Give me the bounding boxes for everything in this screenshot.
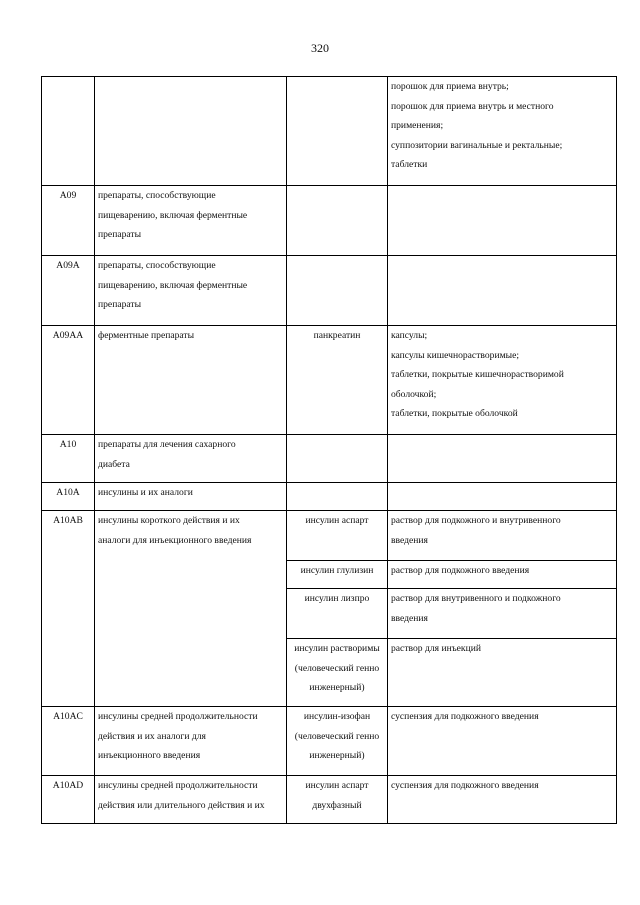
atc-code: A10AB bbox=[53, 515, 83, 526]
dosage-form-cell bbox=[388, 435, 617, 483]
dosage-form-line: капсулы кишечнорастворимые; bbox=[391, 349, 520, 361]
drug-name-cell bbox=[287, 707, 388, 776]
dosage-form-cell bbox=[388, 186, 617, 256]
atc-code-cell bbox=[42, 77, 95, 186]
group-name-cell bbox=[95, 776, 287, 824]
atc-code-cell bbox=[42, 483, 95, 511]
drug-name-line: (человеческий генно bbox=[294, 662, 380, 674]
drug-name-cell bbox=[287, 589, 388, 639]
dosage-form-line: раствор для инъекций bbox=[391, 643, 481, 654]
medication-table bbox=[41, 76, 617, 824]
dosage-form-cell bbox=[388, 639, 617, 707]
group-name-line: препараты bbox=[98, 299, 142, 310]
drug-name-cell bbox=[287, 483, 388, 511]
drug-name-line: инсулин аспарт bbox=[305, 515, 369, 526]
group-name-cell bbox=[95, 483, 287, 511]
dosage-form-cell bbox=[388, 589, 617, 639]
group-name-line: действия и их аналоги для bbox=[98, 730, 206, 742]
atc-code-cell bbox=[42, 326, 95, 435]
atc-code: A10AD bbox=[52, 780, 84, 791]
dosage-form-line: оболочкой; bbox=[391, 388, 437, 400]
dosage-form-line: суспензия для подкожного введения bbox=[391, 780, 539, 791]
group-name-line: инсулины средней продолжительности bbox=[98, 711, 258, 722]
group-name-line: инсулины средней продолжительности bbox=[98, 780, 258, 791]
dosage-form-line: таблетки bbox=[391, 159, 428, 170]
drug-name-cell bbox=[287, 511, 388, 561]
table-row bbox=[42, 77, 617, 186]
dosage-form-cell bbox=[388, 511, 617, 561]
drug-name-cell bbox=[287, 435, 388, 483]
table-row bbox=[42, 326, 617, 435]
drug-name-cell bbox=[287, 639, 388, 707]
group-name-line: ферментные препараты bbox=[98, 330, 195, 341]
group-name-cell bbox=[95, 186, 287, 256]
dosage-form-cell bbox=[388, 256, 617, 326]
table-row bbox=[42, 511, 617, 561]
dosage-form-cell bbox=[388, 776, 617, 824]
drug-name-line: панкреатин bbox=[313, 330, 361, 341]
drug-name-cell bbox=[287, 561, 388, 589]
dosage-form-line: введения bbox=[391, 612, 428, 624]
group-name-line: пищеварению, включая ферментные bbox=[98, 209, 248, 221]
drug-name-cell bbox=[287, 186, 388, 256]
table-row bbox=[42, 707, 617, 776]
group-name-line: пищеварению, включая ферментные bbox=[98, 279, 248, 291]
drug-name-line: инсулин аспарт bbox=[305, 780, 369, 791]
table-row bbox=[42, 435, 617, 483]
dosage-form-cell bbox=[388, 561, 617, 589]
dosage-form-line: капсулы; bbox=[391, 330, 428, 341]
table-row bbox=[42, 483, 617, 511]
group-name-cell bbox=[95, 435, 287, 483]
dosage-form-line: раствор для внутривенного и подкожного bbox=[391, 593, 561, 604]
dosage-form-line: суппозитории вагинальные и ректальные; bbox=[391, 139, 563, 151]
dosage-form-line: суспензия для подкожного введения bbox=[391, 711, 539, 722]
drug-name-line: инсулин растворимы bbox=[294, 643, 380, 654]
page-number: 320 bbox=[311, 41, 329, 55]
atc-code-cell bbox=[42, 511, 95, 707]
group-name-line: аналоги для инъекционного введения bbox=[98, 534, 252, 546]
atc-code: A10A bbox=[56, 487, 80, 498]
dosage-form-cell bbox=[388, 326, 617, 435]
group-name-cell bbox=[95, 326, 287, 435]
group-name-line: инсулины и их аналоги bbox=[98, 487, 193, 498]
dosage-form-cell bbox=[388, 483, 617, 511]
group-name-line: инсулины короткого действия и их bbox=[98, 515, 240, 526]
table-row bbox=[42, 186, 617, 256]
atc-code: A09AA bbox=[52, 330, 84, 341]
atc-code-cell bbox=[42, 707, 95, 776]
atc-code-cell bbox=[42, 186, 95, 256]
drug-name-cell bbox=[287, 326, 388, 435]
dosage-form-line: раствор для подкожного введения bbox=[391, 565, 530, 576]
dosage-form-line: порошок для приема внутрь; bbox=[391, 81, 509, 92]
drug-name-line: двухфазный bbox=[312, 799, 362, 811]
group-name-cell bbox=[95, 77, 287, 186]
dosage-form-line: порошок для приема внутрь и местного bbox=[391, 100, 554, 112]
atc-code-cell bbox=[42, 435, 95, 483]
drug-name-line: инсулин-изофан bbox=[303, 711, 371, 722]
drug-name-cell bbox=[287, 256, 388, 326]
group-name-cell bbox=[95, 707, 287, 776]
dosage-form-cell bbox=[388, 77, 617, 186]
group-name-line: инъекционного введения bbox=[98, 750, 201, 761]
atc-code-cell bbox=[42, 256, 95, 326]
group-name-cell bbox=[95, 256, 287, 326]
drug-name-line: инженерный) bbox=[309, 750, 365, 761]
drug-name-cell bbox=[287, 77, 388, 186]
group-name-line: действия или длительного действия и их bbox=[98, 799, 265, 811]
dosage-form-line: введения bbox=[391, 534, 428, 546]
dosage-form-line: раствор для подкожного и внутривенного bbox=[391, 515, 561, 526]
drug-name-line: (человеческий генно bbox=[294, 730, 380, 742]
table-row bbox=[42, 776, 617, 824]
drug-name-cell bbox=[287, 776, 388, 824]
group-name-line: препараты bbox=[98, 229, 142, 240]
dosage-form-line: таблетки, покрытые кишечнорастворимой bbox=[391, 369, 564, 380]
table-row bbox=[42, 256, 617, 326]
drug-name-line: инсулин лизпро bbox=[304, 593, 370, 604]
group-name-line: препараты, способствующие bbox=[98, 190, 216, 201]
drug-name-line: инженерный) bbox=[309, 682, 365, 693]
atc-code: A10 bbox=[59, 439, 77, 450]
group-name-line: препараты для лечения сахарного bbox=[98, 439, 236, 450]
atc-code-cell bbox=[42, 776, 95, 824]
dosage-form-line: таблетки, покрытые оболочкой bbox=[391, 408, 518, 419]
dosage-form-line: применения; bbox=[391, 120, 444, 131]
group-name-line: препараты, способствующие bbox=[98, 260, 216, 271]
atc-code: A10AC bbox=[53, 711, 83, 722]
dosage-form-cell bbox=[388, 707, 617, 776]
atc-code: A09A bbox=[56, 260, 80, 271]
drug-name-line: инсулин глулизин bbox=[300, 565, 374, 576]
group-name-cell bbox=[95, 511, 287, 707]
group-name-line: диабета bbox=[98, 458, 130, 470]
atc-code: A09 bbox=[59, 190, 77, 201]
